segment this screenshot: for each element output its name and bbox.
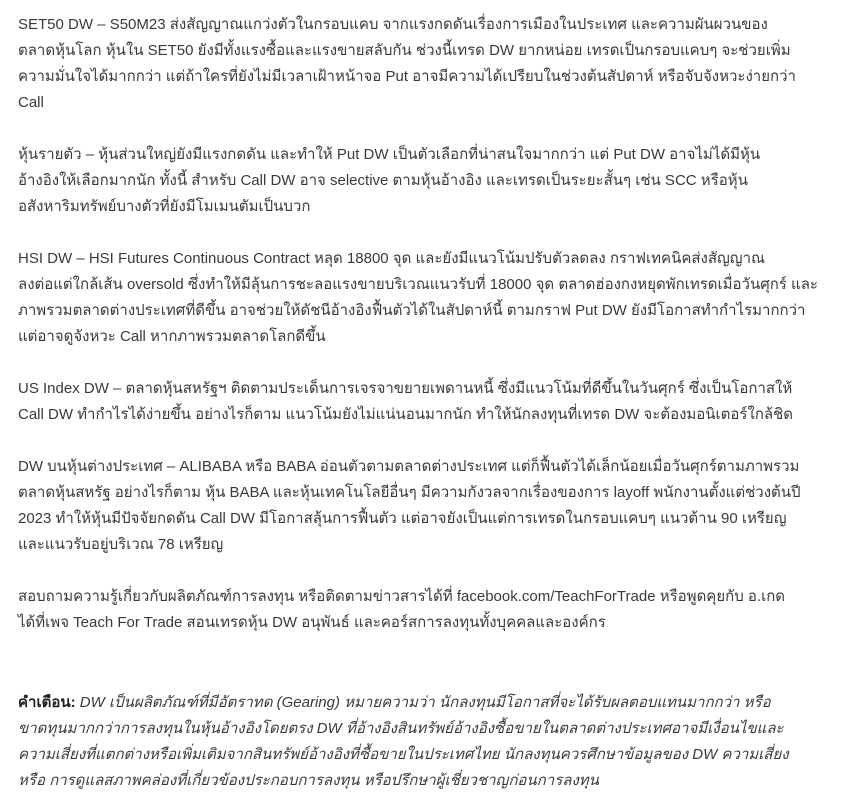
paragraph-line: SET50 DW – S50M23 ส่งสัญญาณแกว่งตัวในกรอบแคบ จากแรงกดดันเรื่องการเมืองในประเทศ และความผันผวนของ (18, 16, 768, 33)
paragraph-hsi-dw (18, 246, 818, 350)
paragraph-line: DW บนหุ้นต่างประเทศ – ALIBABA หรือ BABA อ่อนตัวตามตลาดต่างประเทศ แต่ก็ฟื้นตัวได้เล็กน้อยเมื่อวันศุกร์ตามภาพรวม (18, 458, 800, 475)
paragraph-line: ตลาดหุ้นสหรัฐ อย่างไรก็ตาม หุ้น BABA และหุ้นเทคโนโลยีอื่นๆ มีความกังวลจากเรื่องของการ layoff พนักงานตั้งแต่ช่วงต้นปี (18, 484, 801, 501)
paragraph-line: หุ้นรายตัว – หุ้นส่วนใหญ่ยังมีแรงกดดัน และทำให้ Put DW เป็นตัวเลือกที่น่าสนใจมากกว่า แต่ Put DW อาจไม่ได้มีหุ้น (18, 146, 761, 163)
paragraph-line: 2023 ทำให้หุ้นมีปัจจัยกดดัน Call DW มีโอกาสลุ้นการฟื้นตัว แต่อาจยังเป็นแต่การเทรดในกรอบแคบๆ แนวต้าน 90 เหรียญ (18, 510, 787, 527)
paragraph-line: US Index DW – ตลาดหุ้นสหรัฐฯ ติดตามประเด็นการเจรจาขยายเพดานหนี้ ซึ่งมีแนวโน้มที่ดีขึ้นในวันศุกร์ ซึ่งเป็นโอกาสให้ (18, 380, 793, 397)
article-body (18, 12, 818, 662)
paragraph-individual-stocks (18, 142, 818, 220)
paragraph-line: Call (18, 94, 44, 111)
paragraph-line: ความมั่นใจได้มากกว่า แต่ถ้าใครที่ยังไม่มีเวลาเฝ้าหน้าจอ Put อาจมีความได้เปรียบในช่วงต้นสัปดาห์ หรือจับจังหวะง่ายกว่า (18, 68, 796, 85)
paragraph-contact (18, 584, 818, 636)
paragraph-line: ตลาดหุ้นโลก หุ้นใน SET50 ยังมีทั้งแรงซื้อและแรงขายสลับกัน ช่วงนี้เทรด DW ยากหน่อย เทรดเป็นกรอบแคบๆ จะช่วยเพิ่ม (18, 42, 791, 59)
paragraph-set50-dw (18, 12, 818, 116)
paragraph-line: สอบถามความรู้เกี่ยวกับผลิตภัณฑ์การลงทุน หรือติดตามข่าวสารได้ที่ facebook.com/TeachForTrade หรือพูดคุยกับ อ.เกด (18, 588, 786, 605)
paragraph-foreign-stock-dw (18, 454, 818, 558)
disclaimer-line (18, 690, 818, 716)
disclaimer-text: DW เป็นผลิตภัณฑ์ที่มีอัตราทด (Gearing) หมายความว่า นักลงทุนมีโอกาสที่จะได้รับผลตอบแทนมากกว่า หรือ (75, 694, 771, 711)
paragraph-line: ลงต่อแต่ใกล้เส้น oversold ซึ่งทำให้มีลุ้นการชะลอแรงขายบริเวณแนวรับที่ 18000 จุด ตลาดฮ่องกงหยุดพักเทรดเมื่อวันศุกร์ และ (18, 276, 818, 293)
paragraph-us-index-dw (18, 376, 818, 428)
paragraph-line: อสังหาริมทรัพย์บางตัวที่ยังมีโมเมนตัมเป็นบวก (18, 198, 311, 215)
paragraph-line: อ้างอิงให้เลือกมากนัก ทั้งนี้ สำหรับ Call DW อาจ selective ตามหุ้นอ้างอิง และเทรดเป็นระยะสั้นๆ เช่น SCC หรือหุ้น (18, 172, 748, 189)
paragraph-line: และแนวรับอยู่บริเวณ 78 เหรียญ (18, 536, 224, 553)
paragraph-line: ได้ที่เพจ Teach For Trade สอนเทรดหุ้น DW อนุพันธ์ และคอร์สการลงทุนทั้งบุคคลและองค์กร (18, 614, 606, 631)
paragraph-line: HSI DW – HSI Futures Continuous Contract หลุด 18800 จุด และยังมีแนวโน้มปรับตัวลดลง กราฟเทคนิคส่งสัญญาณ (18, 250, 765, 267)
disclaimer-line: ขาดทุนมากกว่าการลงทุนในหุ้นอ้างอิงโดยตรง DW ที่อ้างอิงสินทรัพย์อ้างอิงซื้อขายในตลาดต่างประเทศอาจมีเงื่อนไขและ (18, 720, 784, 737)
disclaimer (18, 690, 818, 794)
paragraph-line: Call DW ทำกำไรได้ง่ายขึ้น อย่างไรก็ตาม แนวโน้มยังไม่แน่นอนมากนัก ทำให้นักลงทุนที่เทรด DW จะต้องมอนิเตอร์ใกล้ชิด (18, 406, 794, 423)
paragraph-line: ภาพรวมตลาดต่างประเทศที่ดีขึ้น อาจช่วยให้ดัชนีอ้างอิงฟื้นตัวได้ในสัปดาห์นี้ ตามกราฟ Put DW ยังมีโอกาสทำกำไรมากกว่า (18, 302, 806, 319)
disclaimer-label: คำเตือน: (18, 694, 76, 711)
paragraph-line: แต่อาจดูจังหวะ Call หากภาพรวมตลาดโลกดีขึ้น (18, 328, 326, 345)
disclaimer-line: ความเสี่ยงที่แตกต่างหรือเพิ่มเติมจากสินทรัพย์อ้างอิงที่ซื้อขายในประเทศไทย นักลงทุนควรศึกษาข้อมูลของ DW ความเสี่ยง (18, 746, 789, 763)
disclaimer-line: หรือ การดูแลสภาพคล่องที่เกี่ยวข้องประกอบการลงทุน หรือปรึกษาผู้เชี่ยวชาญก่อนการลงทุน (18, 772, 599, 789)
